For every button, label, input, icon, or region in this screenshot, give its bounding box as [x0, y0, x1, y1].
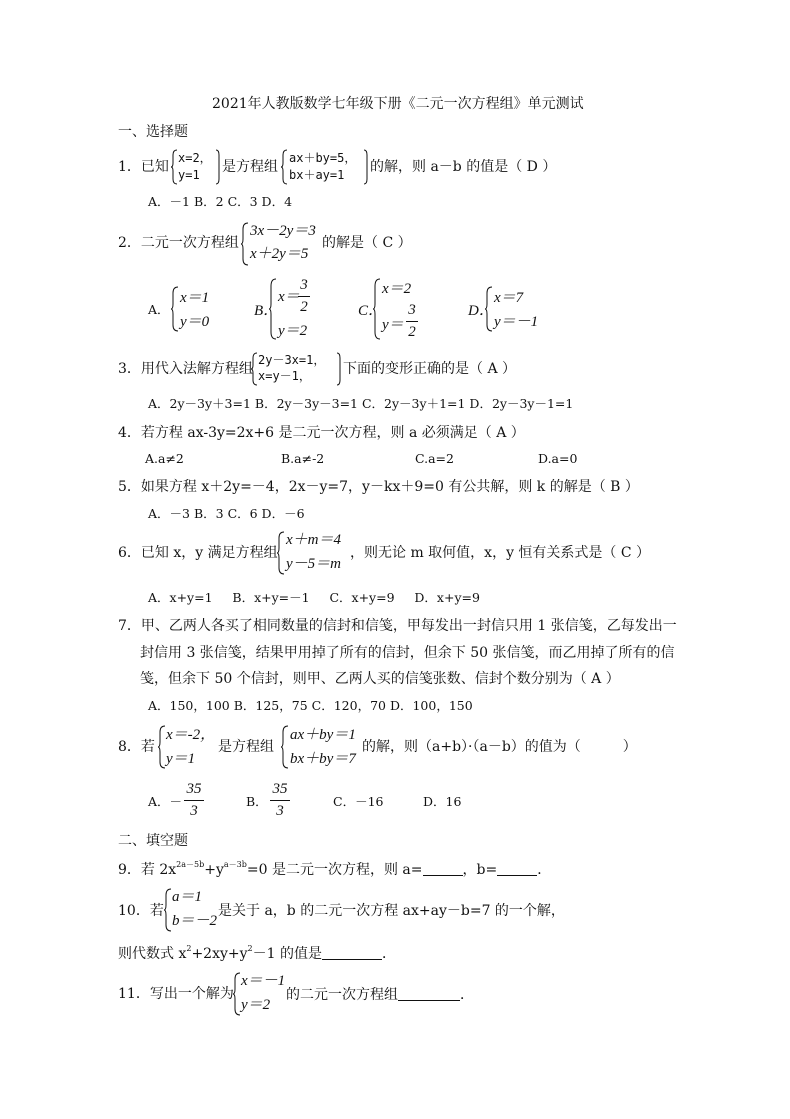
q6-suffix: ，则无论 m 取何值，x，y 恒有关系式是（ C ）	[350, 545, 651, 561]
q1-sys2-line1: ax＋by=5，	[289, 151, 357, 165]
q2-sys-line1: 3x－2y＝3	[250, 223, 316, 239]
q11-sys-line2: y＝2	[241, 997, 271, 1013]
q9-middle: +y	[204, 862, 224, 878]
q7-line1: 7．甲、乙两人各买了相同数量的信封和信笺，甲每发出一封信只用 1 张信笺，乙每发出一	[118, 618, 677, 634]
left-brace	[484, 286, 493, 332]
denominator: 3	[190, 803, 198, 819]
q11-prefix: 11．写出一个解为	[118, 986, 234, 1002]
question-9	[118, 862, 551, 877]
q11-suffix-text: 的二元一次方程组	[286, 987, 398, 1003]
q4-option-c: C.a=2	[415, 451, 454, 466]
q1-prefix: 1．已知	[118, 159, 169, 175]
q2-sys-line2: x＋2y＝5	[250, 246, 309, 262]
q2-option-b-label: B．	[254, 303, 279, 319]
q3-prefix: 3．用代入法解方程组	[118, 361, 253, 377]
q7-options: A．150，100 B．125，75 C．120，70 D．100，150	[148, 698, 473, 713]
q4-text: 4．若方程 ax-3y=2x+6 是二元一次方程，则 a 必须满足（ A ）	[118, 425, 525, 441]
q10-line2	[118, 946, 396, 961]
left-brace	[276, 531, 285, 575]
q2-option-a-line2: y＝0	[180, 314, 210, 330]
left-brace	[170, 286, 179, 332]
q5-options: A．－3 B．3 C．6 D．－6	[148, 506, 305, 521]
left-brace	[240, 222, 249, 266]
q2-option-c-line2: y＝	[382, 317, 404, 333]
q11-sys-line1: x＝－1	[241, 973, 286, 989]
q1-sys1-line1: x=2，	[178, 151, 212, 165]
q8-sys1-line1: x＝-2，	[166, 727, 216, 743]
q9-exponent-1: 2a－5b	[176, 860, 205, 869]
fraction	[298, 278, 310, 315]
q2-suffix: 的解是（ C ）	[322, 235, 412, 251]
q8-sys2-line1: ax＋by＝1	[290, 727, 356, 743]
q10-suffix: 是关于 a，b 的二元一次方程 ax+ay－b=7 的一个解，	[218, 903, 565, 919]
q2-option-b-line1: x＝	[278, 289, 300, 305]
q9-prefix: 9．若 2x	[118, 862, 177, 878]
right-brace	[336, 352, 342, 386]
q3-sys-line2: x=y－1，	[258, 369, 311, 383]
q8-option-b: B．	[246, 794, 268, 809]
q8-sys2-line2: bx＋by＝7	[290, 751, 356, 767]
q9-end: ．	[537, 862, 552, 878]
numerator: 3	[300, 277, 308, 293]
q6-options: A．x+y=1 B．x+y=－1 C．x+y=9 D．x+y=9	[148, 590, 480, 605]
q10-square-2: 2	[247, 944, 253, 953]
right-brace	[215, 149, 221, 185]
q8-sys1-line2: y＝1	[166, 751, 196, 767]
q6-sys-line2: y－5＝m	[286, 556, 341, 572]
q10-square-1: 2	[186, 944, 192, 953]
q10-line2-middle: +2xy+y	[191, 946, 248, 962]
left-brace	[232, 972, 241, 1016]
numerator: 35	[272, 781, 288, 797]
q3-options: A．2y－3y＋3=1 B．2y－3y－3=1 C．2y－3y＋1=1 D．2y－3y－1=1	[148, 396, 574, 411]
left-brace	[170, 149, 178, 185]
q10-end: ．	[382, 946, 396, 962]
section-heading-fill: 二、填空题	[118, 833, 188, 849]
q6-sys-line1: x＋m＝4	[286, 532, 341, 548]
q2-option-a-line1: x＝1	[180, 290, 210, 306]
q4-option-a: A.a≠2	[145, 451, 184, 466]
q11-suffix	[286, 987, 474, 1002]
answer-blank-a[interactable]	[423, 862, 463, 876]
q10-sys-line2: b＝－2	[172, 913, 218, 929]
q1-options: A．－1 B．2 C．3 D．4	[148, 194, 293, 209]
q3-sys-line1: 2y－3x=1，	[258, 353, 326, 367]
q8-suffix: 的解，则（a+b）·（a－b）的值为（ ）	[362, 739, 637, 755]
q1-sys1-line2: y=1	[178, 168, 200, 182]
answer-blank[interactable]	[322, 946, 382, 960]
left-brace	[163, 888, 172, 932]
fraction	[270, 782, 290, 819]
q7-line3: 笺，但余下 50 个信封，则甲、乙两人买的信笺张数、信封个数分别为（ A ）	[140, 671, 620, 687]
left-brace	[268, 278, 277, 340]
q7-line2: 封信用 3 张信笺，结果甲用掉了所有的信封，但余下 50 张信笺，而乙用掉了所有的信	[140, 645, 675, 661]
q8-middle: 是方程组	[218, 739, 274, 755]
left-brace	[372, 278, 381, 340]
q1-sys2-line2: bx＋ay=1	[289, 168, 345, 182]
denominator: 2	[408, 324, 416, 340]
q6-prefix: 6．已知 x，y 满足方程组	[118, 545, 278, 561]
denominator: 2	[300, 299, 308, 315]
q9-suffix: =0 是二元一次方程，则 a=	[246, 862, 423, 878]
q10-sys-line1: a＝1	[172, 889, 203, 905]
q9-exponent-2: a－3b	[223, 860, 247, 869]
q2-option-a-label: A．	[148, 302, 170, 317]
q5-text: 5．如果方程 x＋2y=－4，2x－y=7，y－kx＋9=0 有公共解，则 k 的解是（ B ）	[118, 479, 639, 495]
right-brace	[363, 149, 369, 185]
left-brace	[280, 725, 289, 769]
q2-option-d-line2: y＝－1	[494, 314, 539, 330]
q4-option-d: D.a=0	[538, 451, 578, 466]
denominator: 3	[276, 803, 284, 819]
left-brace	[250, 352, 258, 386]
q3-suffix: 下面的变形正确的是（ A ）	[343, 361, 517, 377]
q10-line2-prefix: 则代数式 x	[118, 946, 187, 962]
q1-suffix: 的解，则 a－b 的值是（ D ）	[370, 159, 557, 175]
fraction	[406, 303, 418, 340]
q8-option-d: D．16	[423, 794, 462, 809]
numerator: 3	[408, 302, 416, 318]
q9-b-label: ，b=	[462, 862, 498, 878]
numerator: 35	[186, 781, 202, 797]
answer-blank-b[interactable]	[497, 862, 537, 876]
q2-option-c-line1: x＝2	[382, 281, 412, 297]
q8-option-c: C．－16	[333, 794, 384, 809]
q2-option-d-label: D．	[468, 303, 494, 319]
q2-option-b-line2: y＝2	[278, 323, 308, 339]
q2-prefix: 2．二元一次方程组	[118, 235, 239, 251]
q8-prefix: 8．若	[118, 739, 155, 755]
q2-option-d-line1: x＝7	[494, 290, 524, 306]
q4-option-b: B.a≠-2	[281, 451, 325, 466]
q2-option-c-label: C．	[358, 303, 384, 319]
left-brace	[280, 149, 288, 185]
q1-middle: 是方程组	[222, 159, 278, 175]
section-heading-choice: 一、选择题	[118, 124, 188, 140]
page-title: 2021年人教版数学七年级下册《二元一次方程组》单元测试	[212, 96, 584, 112]
q10-prefix: 10．若	[118, 903, 164, 919]
left-brace	[157, 725, 166, 769]
q8-option-a: A．－	[148, 794, 183, 809]
q11-end: ．	[460, 987, 474, 1003]
q10-line2-suffix: －1 的值是	[252, 946, 322, 962]
fraction	[184, 782, 204, 819]
answer-blank[interactable]	[398, 987, 460, 1001]
